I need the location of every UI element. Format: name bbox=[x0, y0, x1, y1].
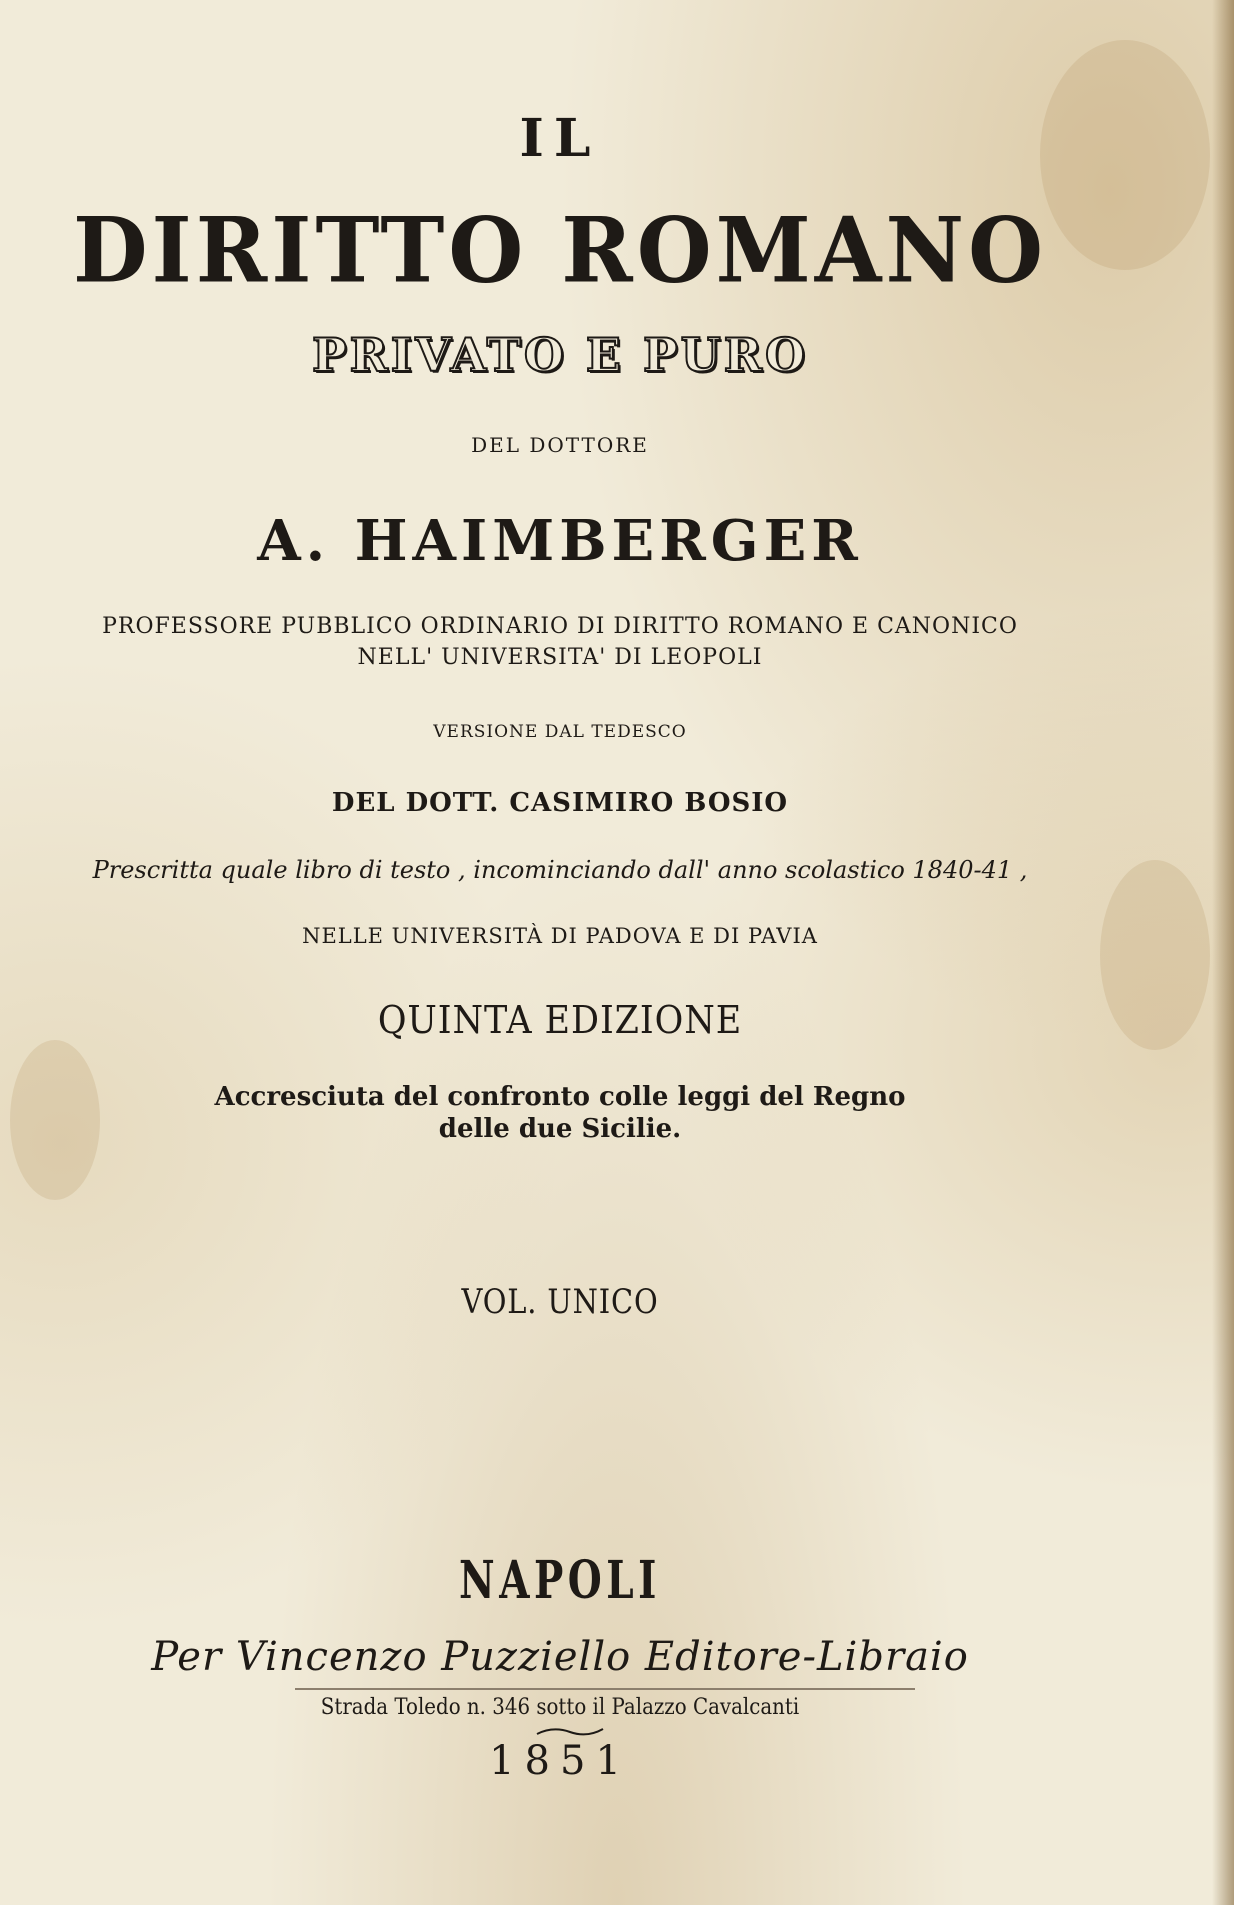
flourish-ornament bbox=[535, 1725, 605, 1739]
author-prefix: DEL DOTTORE bbox=[471, 433, 649, 457]
volume-label: VOL. UNICO bbox=[461, 1282, 659, 1322]
imprint-rule bbox=[295, 1688, 915, 1690]
addition-note-line-2: delle due Sicilie. bbox=[438, 1114, 682, 1144]
book-subtitle: PRIVATO E PURO bbox=[311, 328, 809, 382]
title-article: IL bbox=[519, 108, 601, 169]
age-stain bbox=[1100, 860, 1210, 1050]
book-title: DIRITTO ROMANO bbox=[72, 197, 1048, 304]
author-title-line-1: PROFESSORE PUBBLICO ORDINARIO DI DIRITTO ROMANO E CANONICO bbox=[102, 614, 1018, 639]
addition-note-line-1: Accresciuta del confronto colle leggi del Regno bbox=[214, 1082, 906, 1112]
edition-label: QUINTA EDIZIONE bbox=[377, 998, 743, 1042]
translation-note: VERSIONE DAL TEDESCO bbox=[433, 722, 687, 742]
imprint-address: Strada Toledo n. 346 sotto il Palazzo Cavalcanti bbox=[320, 1695, 800, 1720]
imprint-year: 1851 bbox=[489, 1738, 631, 1784]
imprint-city: NAPOLI bbox=[459, 1550, 661, 1611]
translator-name: DEL DOTT. CASIMIRO BOSIO bbox=[331, 788, 789, 818]
universities-note: NELLE UNIVERSITÀ DI PADOVA E DI PAVIA bbox=[302, 924, 818, 948]
author-name: A. HAIMBERGER bbox=[257, 508, 863, 574]
author-title-line-2: NELL' UNIVERSITA' DI LEOPOLI bbox=[357, 645, 763, 670]
prescription-note: Prescritta quale libro di testo , incominciando dall' anno scolastico 1840-41 , bbox=[92, 856, 1028, 884]
imprint-publisher: Per Vincenzo Puzziello Editore-Libraio bbox=[151, 1634, 969, 1680]
page-edge-shadow bbox=[1212, 0, 1234, 1905]
